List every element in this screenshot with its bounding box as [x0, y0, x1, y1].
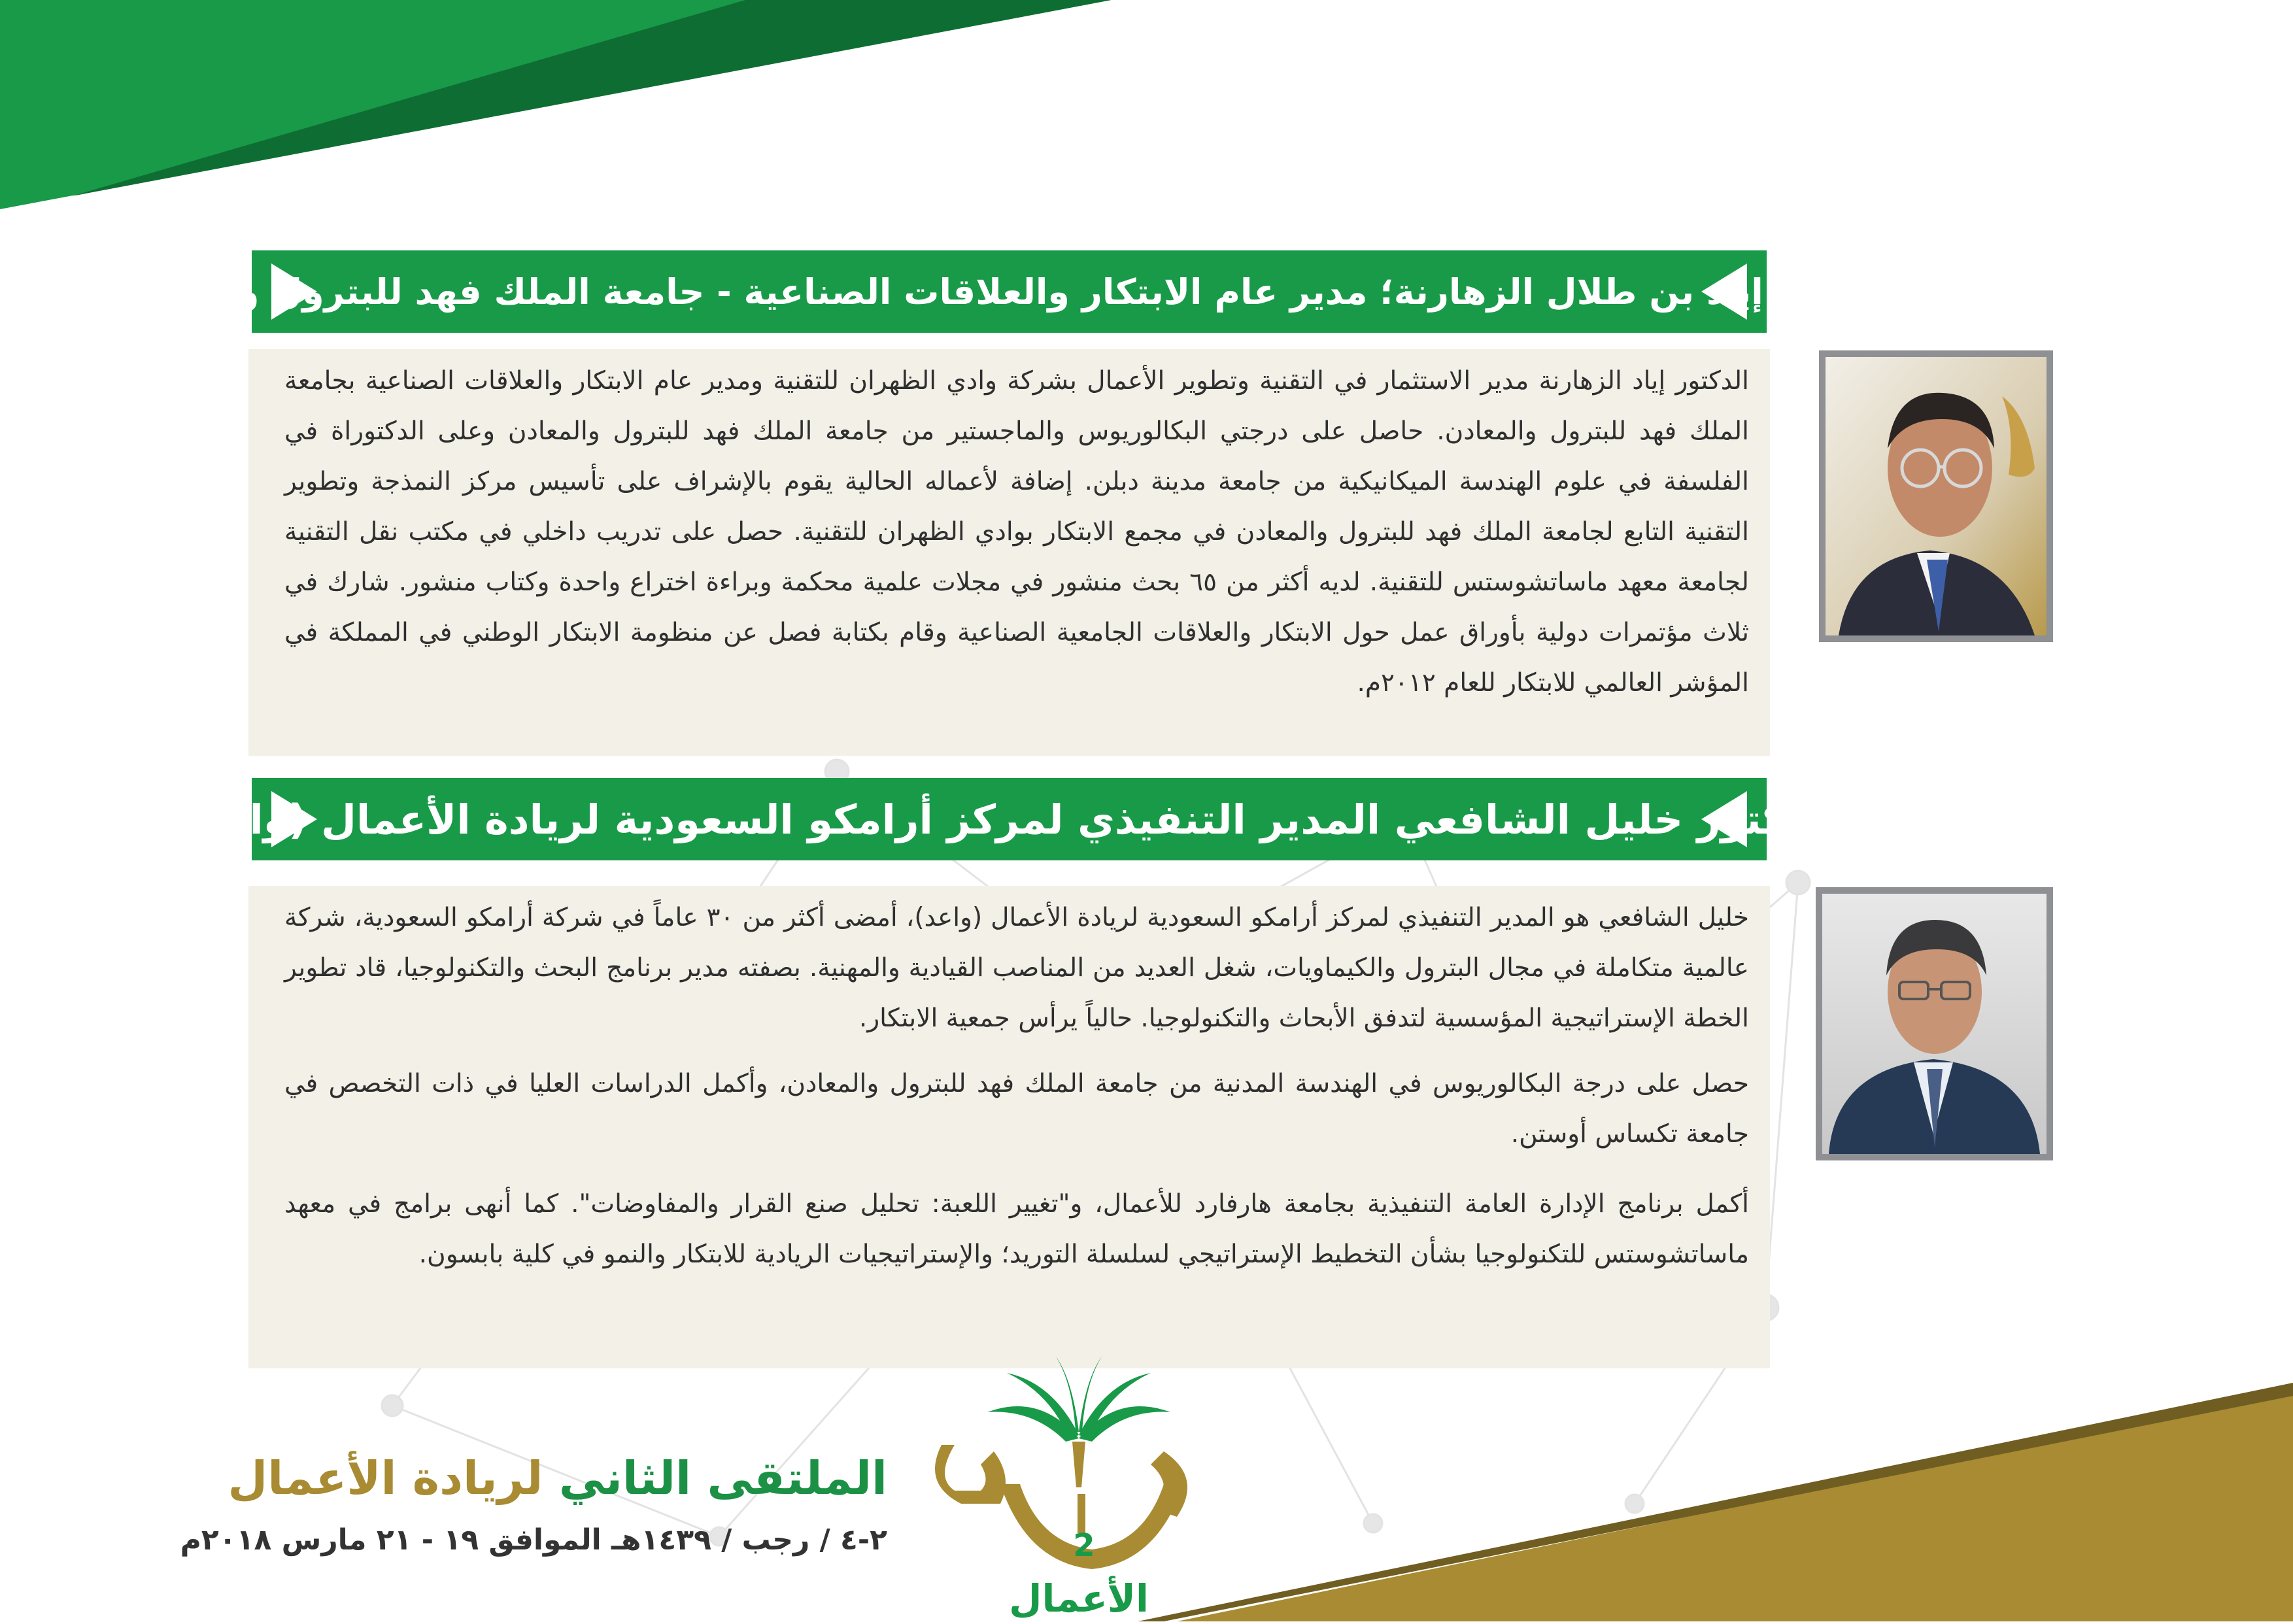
section2-heading: الدكتور خليل الشافعي المدير التنفيذي لمركز أرامكو السعودية لريادة الأعمال (واعد) [179, 795, 1839, 843]
section2-bio-paragraph-3: أكمل برنامج الإدارة العامة التنفيذية بجامعة هارفارد للأعمال، و"تغيير اللعبة: تحليل صنع القرار والمفاوضات". كما أنهى برامج في معهد ماساتشوستس للتكنولوجيا بشأن التخطيط الإستراتيجي لسلسلة التوريد؛ والإستراتيجيات الريادية للابتكار والنمو في كلية بابسون. [284, 1189, 1749, 1269]
section2-bio-paragraph-2: حصل على درجة البكالوريوس في الهندسة المدنية من جامعة الملك فهد للبترول والمعادن، وأكمل الدراسات العليا في ذات التخصص في جامعة تكساس أوستن. [284, 1069, 1749, 1149]
khalil-alshafei-photo [1816, 887, 2053, 1160]
event-title-gold: لريادة الأعمال [228, 1451, 543, 1505]
event-title-green: الملتقى الثاني [558, 1451, 887, 1505]
section1-banner [107, 250, 1912, 333]
triangle-arrow-icon [1701, 263, 1747, 320]
event-logo [915, 1353, 1242, 1621]
event-title [228, 1451, 887, 1505]
palm-tree-icon [987, 1357, 1170, 1487]
section2-bio-paragraph-1: خليل الشافعي هو المدير التنفيذي لمركز أرامكو السعودية لريادة الأعمال (واعد)، أمضى أكثر من ٣٠ عاماً في شركة أرامكو السعودية، شركة عالمية متكاملة في مجال البترول والكيماويات، شغل العديد من المناصب القيادية والمهنية. بصفته مدير برنامج البحث والتكنولوجيا، قاد تطوير الخطة الإستراتيجية المؤسسية لتدفق الأبحاث والتكنولوجيا. حالياً يرأس جمعية الابتكار. [284, 903, 1749, 1033]
logo-calligraphy-icon [935, 1445, 1187, 1569]
section1-heading: الدكتور/ إياد بن طلال الزهارنة؛ مدير عام الابتكار والعلاقات الصناعية - جامعة الملك فهد للبترول والمعادن [107, 271, 1912, 313]
eyad-alzaharnah-photo [1819, 350, 2053, 642]
section2-bio-panel [248, 886, 1770, 1368]
section1-bio-text: الدكتور إياد الزهارنة مدير الاستثمار في التقنية وتطوير الأعمال بشركة وادي الظهران للتقنية ومدير عام الابتكار والعلاقات الصناعية بجامعة الملك فهد للبترول والمعادن. حاصل على درجتي البكالوريوس والماجستير من جامعة الملك فهد للبترول والمعادن وعلى الدكتوراة في الفلسفة في علوم الهندسة الميكانيكية من جامعة مدينة دبلن. إضافة لأعماله الحالية يقوم بالإشراف على تأسيس مركز النمذجة وتطوير التقنية التابع لجامعة الملك فهد للبترول والمعادن في مجمع الابتكار بوادي الظهران للتقنية. حصل على تدريب داخلي في مكتب نقل التقنية لجامعة معهد ماساتشوستس للتقنية. لديه أكثر من ٦٥ بحث منشور في مجلات علمية محكمة وبراءة اختراع واحدة وكتاب منشور. شارك في ثلاث مؤتمرات دولية بأوراق عمل حول الابتكار والعلاقات الجامعية الصناعية وقام بكتابة فصل عن منظومة الابتكار الوطني في المملكة في المؤشر العالمي للابتكار للعام ٢٠١٢م. [284, 366, 1749, 698]
triangle-arrow-icon [1701, 791, 1747, 847]
section2-banner [179, 778, 1839, 860]
logo-text: الأعمال [1009, 1576, 1149, 1621]
event-date: ٢-٤ / رجب / ١٤٣٩هـ الموافق ١٩ - ٢١ مارس ٢٠١٨م [180, 1523, 887, 1557]
section1-bio-panel [248, 349, 1770, 756]
logo-number: 2 [1073, 1527, 1095, 1564]
